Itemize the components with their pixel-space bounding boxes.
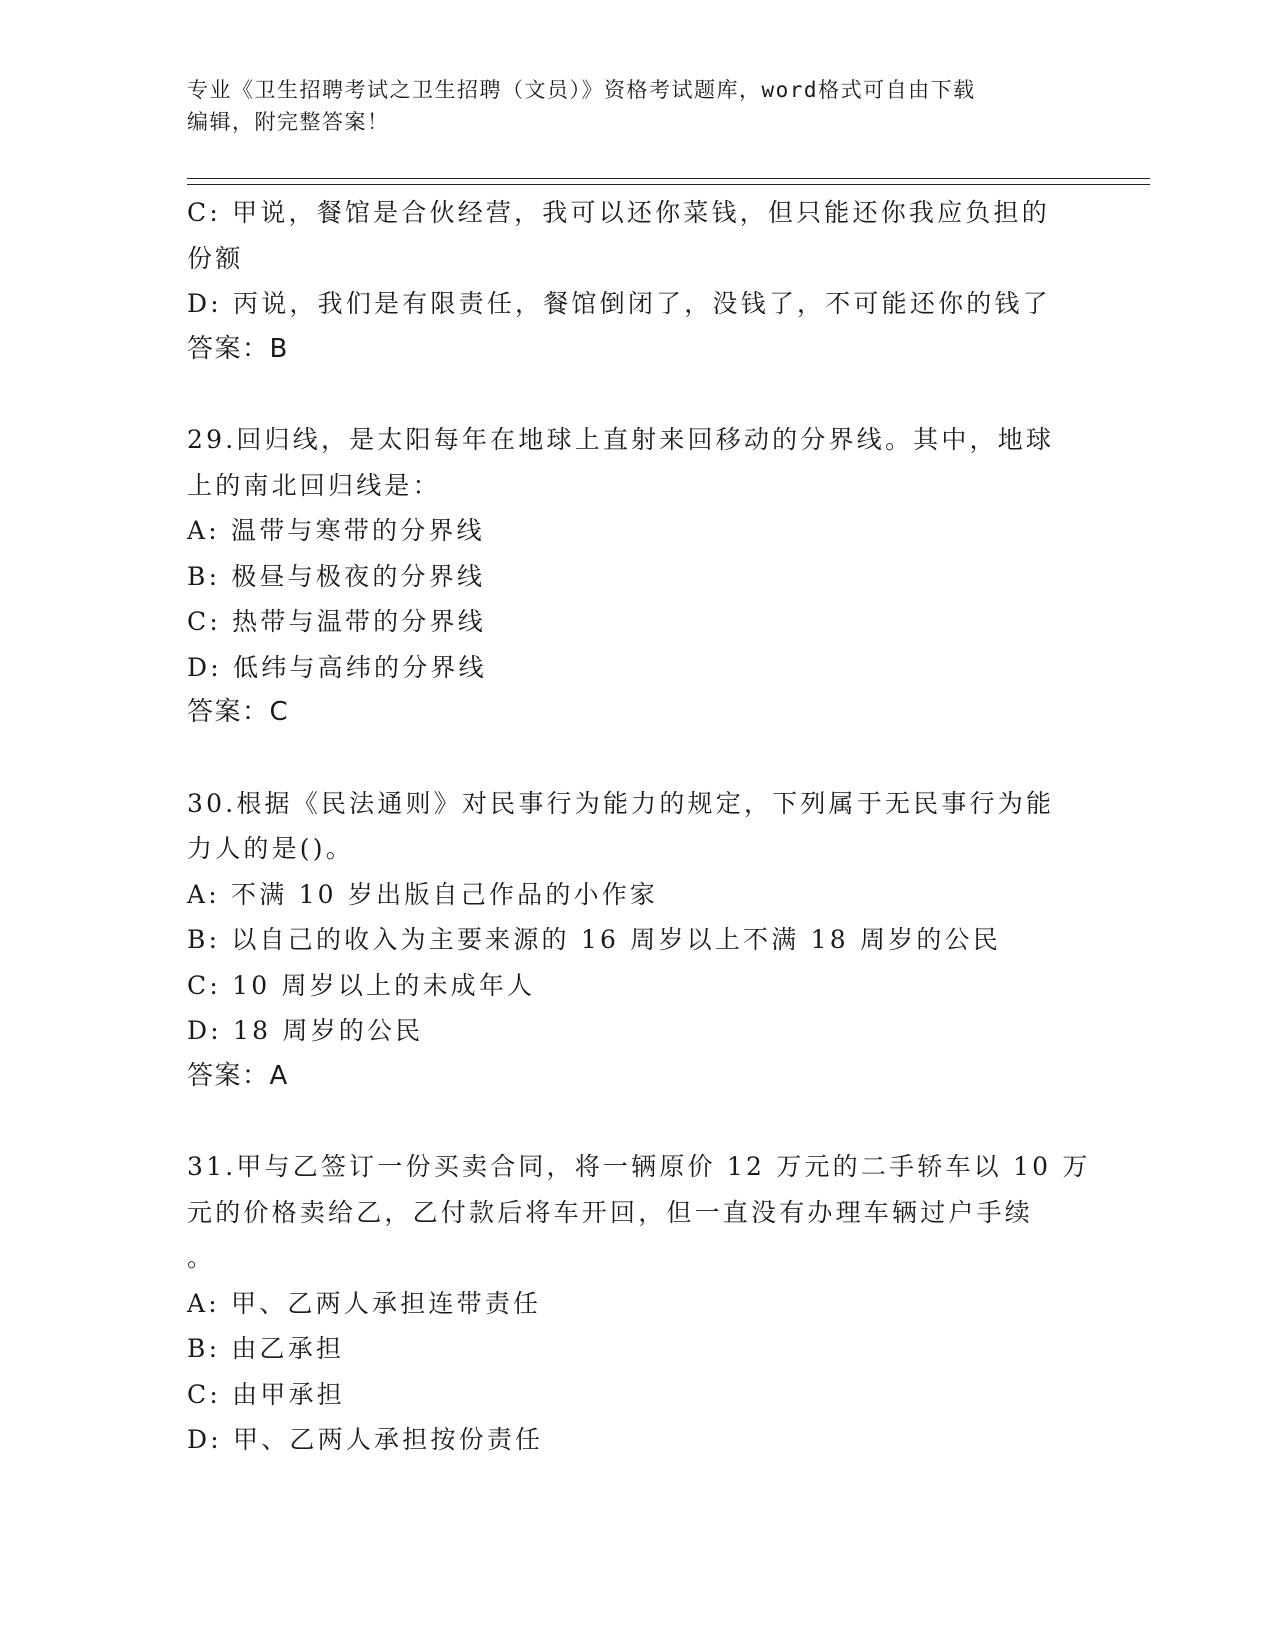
question-stem-line-2: 上的南北回归线是：	[187, 470, 441, 500]
header-line-2: 编辑，附完整答案！	[187, 110, 390, 134]
option-c-line-1: C: 甲说，餐馆是合伙经营，我可以还你菜钱，但只能还你我应负担的	[187, 198, 1050, 227]
answer-line: 答案：B	[187, 333, 289, 364]
option-a: A: 不满 10 岁出版自己作品的小作家	[187, 879, 659, 909]
option-d: D: 18 周岁的公民	[187, 1016, 424, 1045]
option-c: C: 热带与温带的分界线	[187, 607, 486, 636]
option-c: C: 10 周岁以上的未成年人	[187, 970, 536, 1000]
header-divider-top	[187, 178, 1150, 179]
spacer	[187, 736, 1087, 781]
question-stem-line-1: 30.根据《民法通则》对民事行为能力的规定，下列属于无民事行为能	[187, 788, 1055, 818]
option-a: A: 甲、乙两人承担连带责任	[187, 1288, 542, 1318]
spacer	[187, 372, 1087, 417]
option-d: D: 低纬与高纬的分界线	[187, 652, 487, 682]
question-stem-line-2: 力人的是()。	[187, 834, 354, 863]
header-divider-bottom	[187, 184, 1150, 185]
answer-line: 答案：C	[187, 697, 290, 727]
question-29	[187, 417, 1087, 736]
spacer	[187, 1099, 1087, 1144]
question-stem-line-1: 31.甲与乙签订一份买卖合同，将一辆原价 12 万元的二手轿车以 10 万	[187, 1152, 1091, 1181]
question-stem-line-2: 元的价格卖给乙，乙付款后将车开回，但一直没有办理车辆过户手续	[187, 1197, 1034, 1227]
answer-line: 答案：A	[187, 1060, 289, 1091]
question-28-tail	[187, 190, 1087, 372]
question-stem-line-3: 。	[187, 1243, 216, 1272]
option-a: A: 温带与寒带的分界线	[187, 516, 485, 545]
option-c: C: 由甲承担	[187, 1379, 345, 1409]
option-b: B: 极昼与极夜的分界线	[187, 561, 486, 591]
option-b: B: 由乙承担	[187, 1334, 345, 1363]
question-list	[187, 190, 1091, 1463]
document-header	[187, 74, 1067, 138]
question-30	[187, 781, 1087, 1100]
question-31	[187, 1144, 1091, 1463]
option-c-line-2: 份额	[187, 243, 244, 273]
question-stem-line-1: 29.回归线，是太阳每年在地球上直射来回移动的分界线。其中，地球	[187, 425, 1055, 454]
option-d: D: 丙说，我们是有限责任，餐馆倒闭了，没钱了，不可能还你的钱了	[187, 289, 1051, 318]
header-line-1: 专业《卫生招聘考试之卫生招聘（文员）》资格考试题库，word格式可自由下载	[187, 78, 976, 102]
option-d: D: 甲、乙两人承担按份责任	[187, 1425, 544, 1454]
option-b: B: 以自己的收入为主要来源的 16 周岁以上不满 18 周岁的公民	[187, 925, 1001, 954]
